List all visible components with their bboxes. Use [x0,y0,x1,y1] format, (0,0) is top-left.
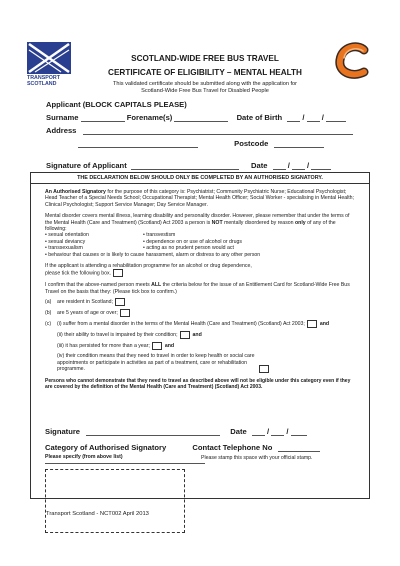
applicant-signature-row: Signature of Applicant Date / / [46,161,331,170]
condition-item: • transsexualism [45,245,83,252]
criterion-text: (iii) it has persisted for more than a year; [57,343,150,350]
authorised-date-label: Date [230,427,247,436]
signatory-paragraph [45,189,355,208]
conditions-col2 [143,232,343,251]
category-label: Category of Authorised Signatory [45,443,167,452]
criterion-c3-checkbox[interactable] [152,342,162,350]
category-row [45,443,320,452]
criterion-c1-checkbox[interactable] [307,320,317,328]
postcode-row [46,139,324,148]
applicant-heading: Applicant (BLOCK CAPITALS PLEASE) [46,100,187,109]
form-title: SCOTLAND-WIDE FREE BUS TRAVEL [131,54,279,63]
and-label: and [319,321,330,328]
and-label: and [164,343,175,350]
applicant-signature-label: Signature of Applicant [46,161,127,170]
declaration-body [31,184,369,392]
phone-field[interactable] [278,444,320,452]
forenames-label: Forename(s) [126,113,173,122]
disorder-only: only [295,219,306,226]
address-field-line2[interactable] [78,140,198,148]
eligibility-warning: Persons who cannot demonstrate that they need to travel as described above will not be eligible under this category even if they are covered by the definition of the Mental Health (Care and Treatment) (Scotland) Act 2003. [45,377,351,390]
official-stamp-area[interactable] [45,469,185,533]
conditions-list [45,232,355,251]
disorder-text-a: Mental disorder covers mental illness, learning disability and personality disorder. However, please remember that under the terms of the Mental Health (Care and Treatment) (Scotland) Act 2003 a person is [45,213,350,226]
signatory-text: for the purpose of this category is: Psychiatrist; Community Psychiatric Nurse; Educational Psychologist; Head Teacher of a Special Needs School; Occupational Therapist; Mental Health Officer; Social Worker - specialising in Mental Health; Clinical Psychologist; Support Service Manager; Day Service Manager. [45,189,355,208]
dob-label: Date of Birth [236,113,283,122]
authorised-date-day[interactable] [252,428,265,436]
criterion-text: (ii) their ability to travel is impaired by their condition; [57,332,178,339]
applicant-date-year[interactable] [311,162,331,170]
condition-item: • behaviour that causes or is likely to cause harassment, alarm or distress to any other person [45,251,261,258]
criterion-text: (iv) their condition means that they need to travel in order to keep health or social care appointments or participate in activities as part of a treatment, care or rehabilitation programme. [57,353,255,373]
and-label: and [192,332,202,339]
forenames-field[interactable] [174,114,228,122]
criterion-c2-checkbox[interactable] [180,331,190,339]
specify-note: Please specify (from above list) [45,454,123,460]
logo-text-line2: SCOTLAND [27,81,57,87]
address-row [46,126,353,135]
criterion-a [45,298,355,306]
criterion-c2 [57,331,355,339]
criterion-b [45,309,355,317]
confirm-paragraph [45,282,355,295]
authorised-date-month[interactable] [271,428,284,436]
condition-item: • sexual deviancy [45,238,86,245]
disorder-text-c: of any of the following: [45,219,336,233]
signatory-bold: An Authorised Signatory [45,189,106,195]
confirm-text-a: I confirm that the above-named person meets [45,282,152,289]
criterion-c4-checkbox[interactable] [259,365,269,373]
surname-label: Surname [46,113,79,122]
applicant-name-row: Surname Forename(s) Date of Birth / / [46,113,346,122]
rehab-line1: If the applicant is attending a rehabilitation programme for an alcohol or drug dependence, [45,263,252,270]
address-label: Address [46,126,77,135]
applicant-date-label: Date [250,161,268,170]
condition-item: • transvestism [143,232,176,239]
address-field-line1[interactable] [83,127,353,135]
disorder-paragraph [45,213,355,232]
criterion-c3 [57,342,355,350]
dob-day-field[interactable] [287,114,300,122]
rehab-checkbox[interactable] [113,269,123,277]
form-header [90,54,320,95]
criterion-c [45,320,355,328]
phone-label: Contact Telephone No [192,443,273,452]
applicant-date-day[interactable] [273,162,286,170]
logo-text-line1: TRANSPORT [27,75,60,81]
rehab-paragraph [45,263,355,277]
declaration-box [30,172,370,499]
surname-field[interactable] [81,114,125,122]
form-note [90,81,320,95]
criterion-letter: (a) [45,299,52,306]
declaration-header: THE DECLARATION BELOW SHOULD ONLY BE COMPLETED BY AN AUTHORISED SIGNATORY. [31,173,369,184]
criterion-c4 [57,353,355,372]
dob-year-field[interactable] [326,114,346,122]
form-note-line2: Scotland-Wide Free Bus Travel for Disabled People [141,88,269,94]
criterion-text: are 5 years of age or over; [57,310,118,317]
page-footer: Transport Scotland - NCT002 April 2013 [46,511,149,517]
postcode-label: Postcode [234,139,269,148]
transport-scotland-logo [27,42,73,87]
condition-item: • dependence on or use of alcohol or drugs [143,238,243,245]
authorised-date-year[interactable] [291,428,307,436]
form-note-line1: This validated certificate should be submitted along with the application for [112,81,298,87]
disorder-text-b: mentally disordered by reason [222,219,295,226]
rehab-line2: please tick the following box. [45,270,112,277]
criterion-b-checkbox[interactable] [120,309,130,317]
stamp-note: Please stamp this space with your official stamp. [201,455,313,461]
category-field[interactable] [45,463,205,464]
dob-month-field[interactable] [307,114,320,122]
applicant-signature-field[interactable] [131,162,239,170]
category-c-badge-icon [334,42,374,80]
authorised-signature-field[interactable] [86,428,220,436]
postcode-field[interactable] [274,140,324,148]
conditions-col1 [45,232,143,251]
confirm-text-b: the criteria below for the issue of an Entitlement Card for Scotland-Wide Free Bus Travel on the basis that they: (Please tick box to confirm.) [45,282,350,295]
form-subtitle: CERTIFICATE OF ELIGIBILITY – MENTAL HEALTH [108,68,302,77]
saltire-logo-icon [27,42,71,74]
authorised-signature-label: Signature [45,427,81,436]
condition-item: • acting as no prudent person would act [143,245,234,252]
condition-item: • sexual orientation [45,232,89,239]
criterion-letter: (c) [45,321,52,328]
confirm-all: ALL [151,282,162,289]
criterion-text: are resident in Scotland; [57,299,113,306]
disorder-not: NOT [211,219,223,226]
criterion-a-checkbox[interactable] [115,298,125,306]
authorised-signature-row: Signature Date / / [45,427,307,436]
criterion-letter: (b) [45,310,52,317]
criterion-text: (i) suffer from a mental disorder in the terms of the Mental Health (Care and Treatment) (Scotland) Act 2003; [57,321,305,328]
applicant-date-month[interactable] [292,162,305,170]
